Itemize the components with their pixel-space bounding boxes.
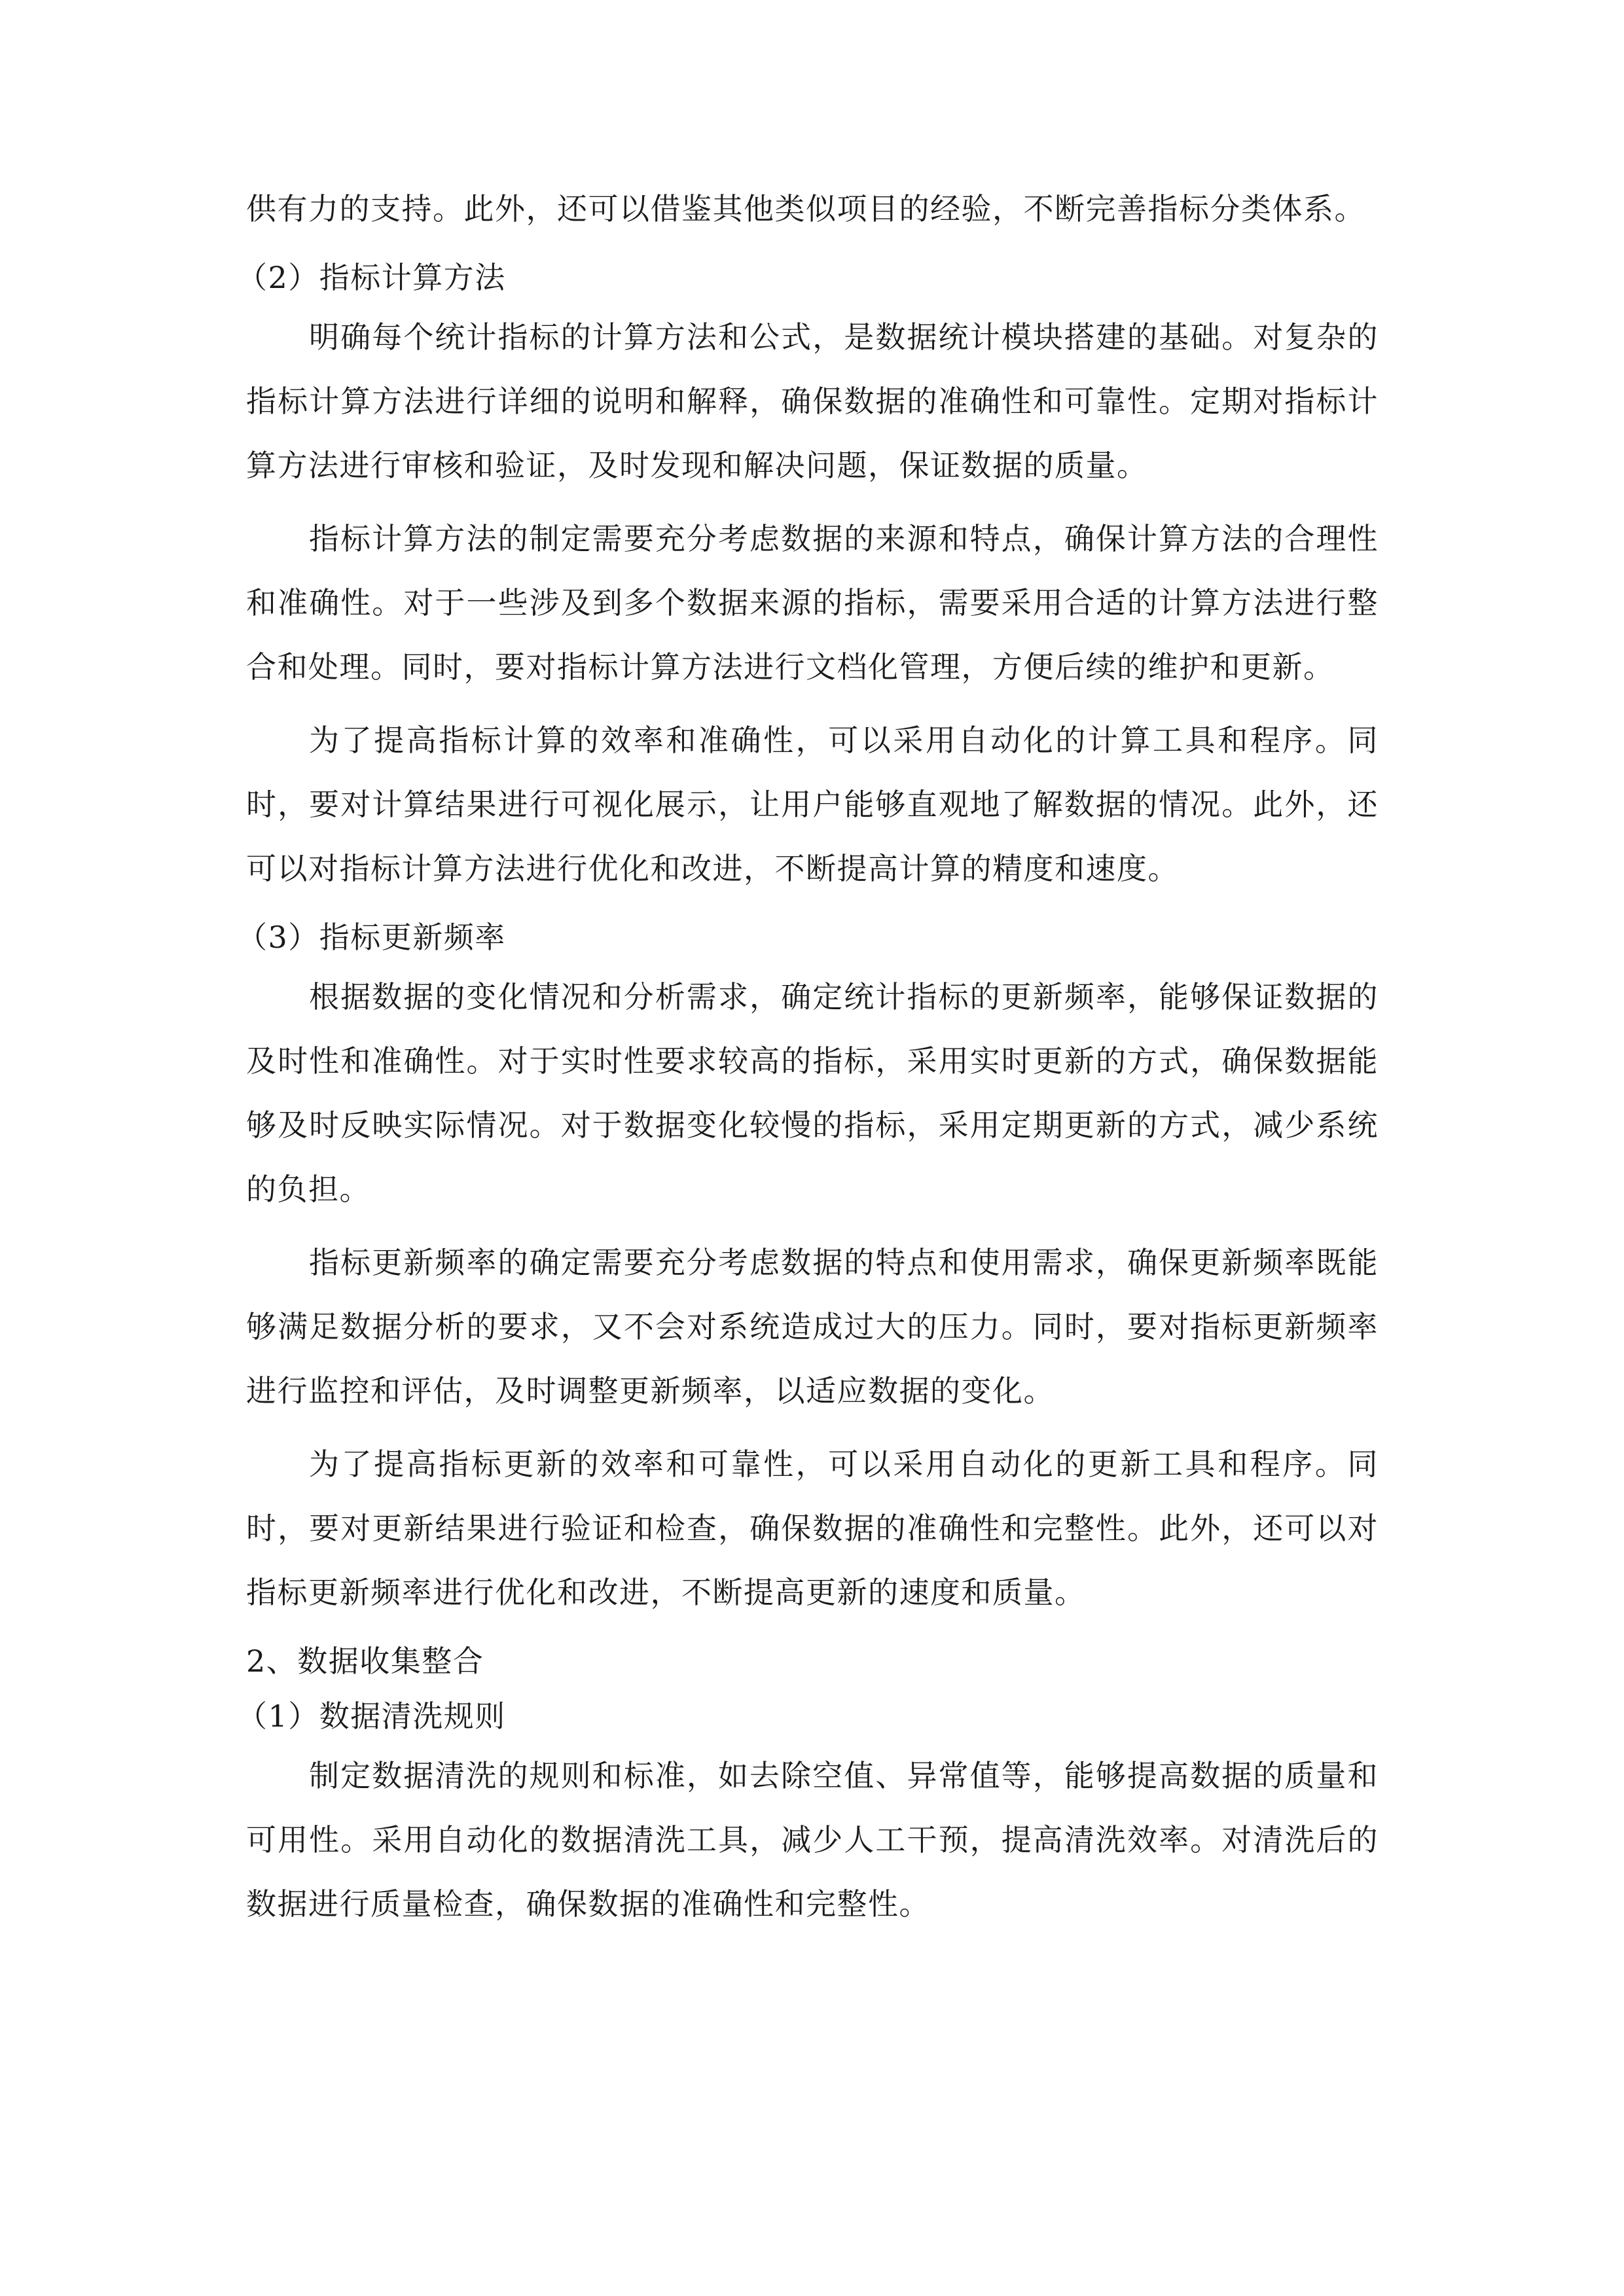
section-heading-data-cleaning: （1）数据清洗规则 xyxy=(237,1698,506,1734)
section-heading-calc-method: （2）指标计算方法 xyxy=(237,260,506,295)
paragraph: 根据数据的变化情况和分析需求，确定统计指标的更新频率，能够保证数据的及时性和准确性。对于实时性要求较高的指标，采用实时更新的方式，确保数据能够及时反映实际情况。对于数据变化较慢的指标，采用定期更新的方式，减少系统的负担。 xyxy=(246,979,1379,1207)
paragraph: 制定数据清洗的规则和标准，如去除空值、异常值等，能够提高数据的质量和可用性。采用自动化的数据清洗工具，减少人工干预，提高清洗效率。对清洗后的数据进行质量检查，确保数据的准确性和完整性。 xyxy=(246,1758,1379,1922)
paragraph: 明确每个统计指标的计算方法和公式，是数据统计模块搭建的基础。对复杂的指标计算方法进行详细的说明和解释，确保数据的准确性和可靠性。定期对指标计算方法进行审核和验证，及时发现和解决问题，保证数据的质量。 xyxy=(246,319,1379,483)
paragraph: 供有力的支持。此外，还可以借鉴其他类似项目的经验，不断完善指标分类体系。 xyxy=(246,191,1365,226)
paragraph: 为了提高指标计算的效率和准确性，可以采用自动化的计算工具和程序。同时，要对计算结果进行可视化展示，让用户能够直观地了解数据的情况。此外，还可以对指标计算方法进行优化和改进，不断提高计算的精度和速度。 xyxy=(246,723,1379,886)
document-body xyxy=(237,177,1379,1945)
paragraph: 指标计算方法的制定需要充分考虑数据的来源和特点，确保计算方法的合理性和准确性。对于一些涉及到多个数据来源的指标，需要采用合适的计算方法进行整合和处理。同时，要对指标计算方法进行文档化管理，方便后续的维护和更新。 xyxy=(246,521,1379,685)
section-heading-data-collection: 2、数据收集整合 xyxy=(246,1643,484,1679)
paragraph: 为了提高指标更新的效率和可靠性，可以采用自动化的更新工具和程序。同时，要对更新结果进行验证和检查，确保数据的准确性和完整性。此外，还可以对指标更新频率进行优化和改进，不断提高更新的速度和质量。 xyxy=(246,1446,1379,1610)
paragraph: 指标更新频率的确定需要充分考虑数据的特点和使用需求，确保更新频率既能够满足数据分析的要求，又不会对系统造成过大的压力。同时，要对指标更新频率进行监控和评估，及时调整更新频率，以适应数据的变化。 xyxy=(246,1245,1379,1408)
section-heading-update-frequency: （3）指标更新频率 xyxy=(237,920,506,955)
